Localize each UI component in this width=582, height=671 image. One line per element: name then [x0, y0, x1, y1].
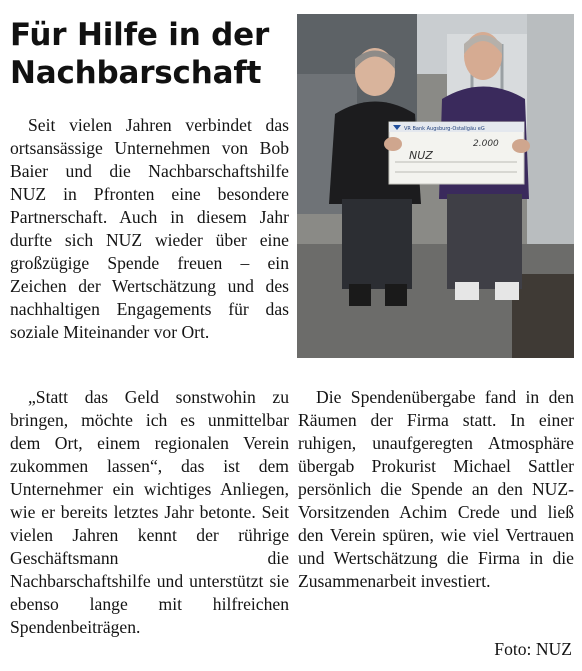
article-photo [297, 14, 574, 358]
paragraph-handover: Die Spendenübergabe fand in den Räumen der Firma statt. In einer ruhigen, unaufgeregten Atmosphäre übergab Prokurist Michael Sattler persönlich die Spende an den NUZ-Vorsitzenden Achim Crede und ließ den Verein spüren, wie viel Vertrauen und Wertschätzung die Firma in die Zusammenarbeit investiert. [298, 387, 574, 591]
check-amount: 2.000 [473, 139, 499, 149]
article-column-left-bottom [10, 386, 289, 639]
check-payee: NUZ [409, 149, 433, 162]
article-headline: Für Hilfe in der Nachbarschaft [10, 17, 270, 91]
article-column-left-top [10, 114, 289, 344]
photo-credit: Foto: NUZ [494, 639, 572, 659]
check-bank-label: VR Bank Augsburg-Ostallgäu eG [404, 126, 485, 132]
paragraph-quote: „Statt das Geld sonstwohin zu bringen, möchte ich es unmittelbar dem Ort, einem regionalen Verein zukommen lassen“, das ist dem Unternehmer ein wichtiges Anliegen, wie er bereits letztes Jahr betonte. Seit vielen Jahren kennt der rührige Geschäftsmann die Nachbarschaftshilfe und unterstützt sie ebenso lange mit hilfreichen Spendenbeiträgen. [10, 387, 289, 637]
paragraph-intro: Seit vielen Jahren verbindet das ortsansässige Unternehmen von Bob Baier und die Nachbarschaftshilfe NUZ in Pfronten eine besondere Partnerschaft. Auch in diesem Jahr durfte sich NUZ wieder über eine großzügige Spende freuen – ein Zeichen der Wertschätzung und des nachhaltigen Engagements für das soziale Miteinander vor Ort. [10, 115, 289, 342]
article-column-right [298, 386, 574, 593]
